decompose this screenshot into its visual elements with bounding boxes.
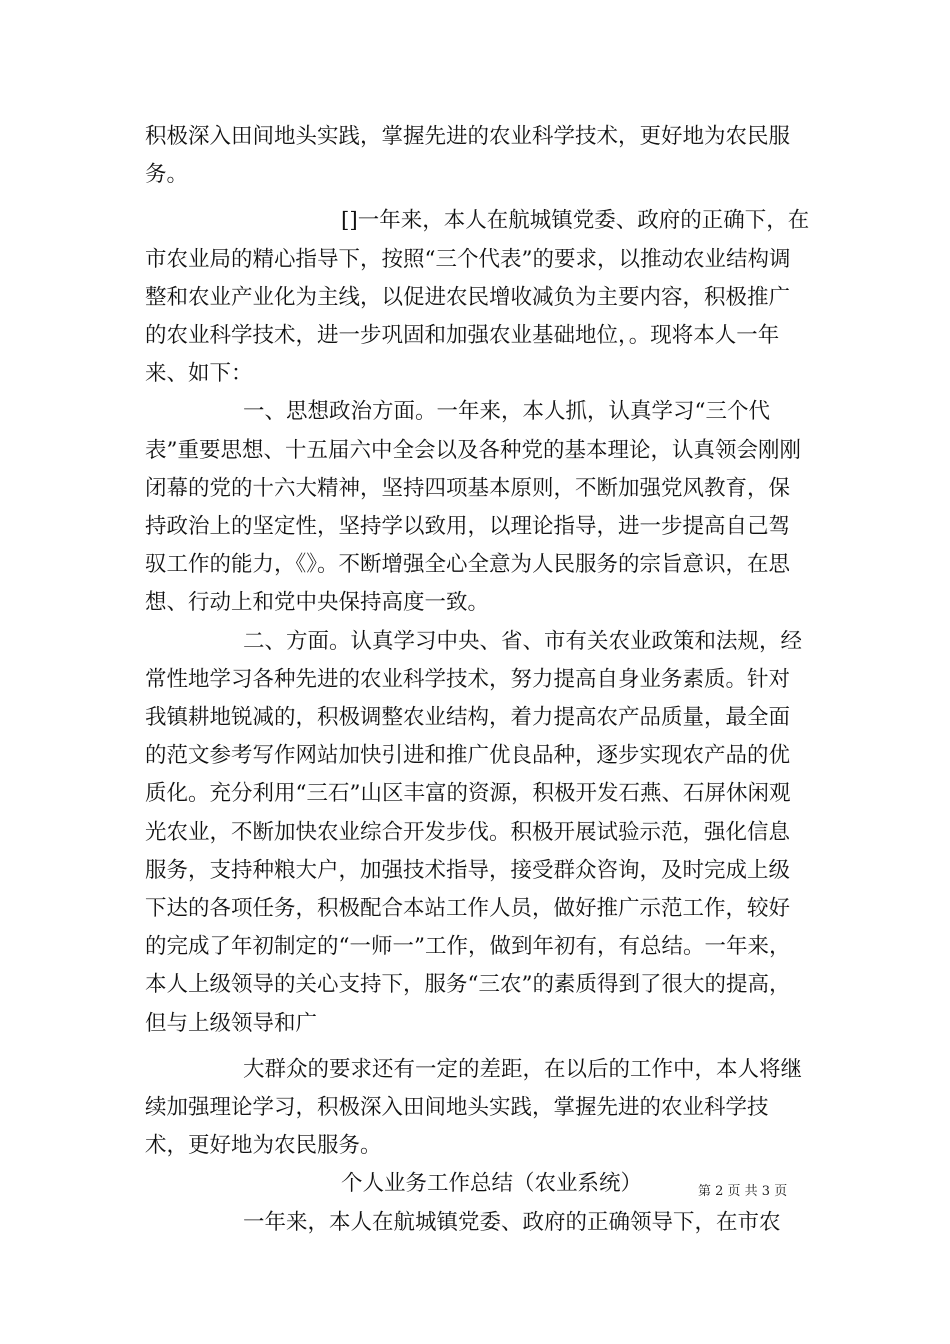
document-body [145, 118, 810, 1242]
paragraph-ideology: 一、思想政治方面。一年来，本人抓，认真学习“三个代表”重要思想、十五届六中全会以及各种党的基本理论，认真领会刚刚闭幕的党的十六大精神，坚持四项基本原则，不断加强党风教育，保持政治上的坚定性，坚持学以致用，以理论指导，进一步提高自己驾驭工作的能力，《》。不断增强全心全意为人民服务的宗旨意识，在思想、行动上和党中央保持高度一致。 [145, 399, 801, 616]
paragraph-outlook: 大群众的要求还有一定的差距，在以后的工作中，本人将继续加强理论学习，积极深入田间地头实践，掌握先进的农业科学技术，更好地为农民服务。 [145, 1056, 803, 1159]
page-number: 第 2 页 共 3 页 [698, 1184, 788, 1199]
section-title: 个人业务工作总结（农业系统） [341, 1171, 643, 1197]
paragraph-continuation: 积极深入田间地头实践，掌握先进的农业科学技术，更好地为农民服务。 [145, 124, 791, 188]
paragraph-new-section: 一年来，本人在航城镇党委、政府的正确领导下，在市农 [243, 1209, 781, 1235]
paragraph-intro: []一年来，本人在航城镇党委、政府的正确下，在市农业局的精心指导下，按照“三个代表”的要求，以推动农业结构调整和农业产业化为主线，以促进农民增收减负为主要内容，积极推广的农业科学技术，进一步巩固和加强农业基础地位，。现将本人一年来、如下： [145, 208, 810, 387]
paragraph-business: 二、方面。认真学习中央、省、市有关农业政策和法规，经常性地学习各种先进的农业科学技术，努力提高自身业务素质。针对我镇耕地锐减的，积极调整农业结构，着力提高农产品质量，最全面的范文参考写作网站加快引进和推广优良品种，逐步实现农产品的优质化。充分利用“三石”山区丰富的资源，积极开发石燕、石屏休闲观光农业，不断加快农业综合开发步伐。积极开展试验示范，强化信息服务，支持种粮大户，加强技术指导，接受群众咨询，及时完成上级下达的各项任务，积极配合本站工作人员，做好推广示范工作，较好的完成了年初制定的“一师一”工作，做到年初有，有总结。一年来，本人上级领导的关心支持下，服务“三农”的素质得到了很大的提高，但与上级领导和广 [145, 628, 803, 1036]
